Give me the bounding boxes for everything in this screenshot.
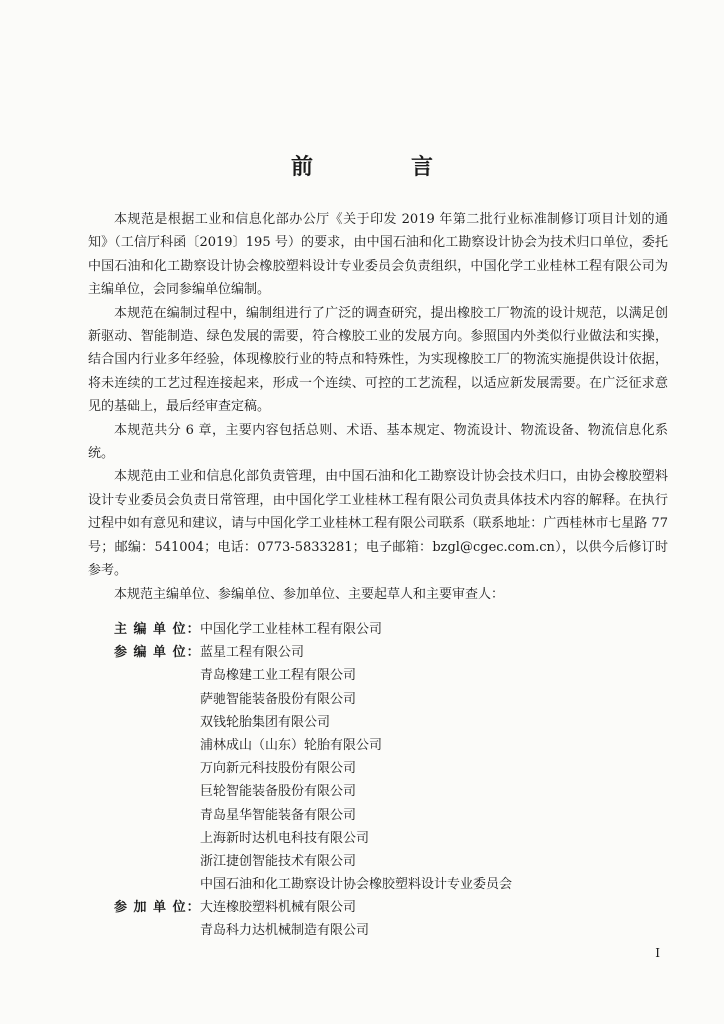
chief-editor-label: 主 编 单 位： [114, 622, 201, 637]
participating-editor-name: 浦林成山（山东）轮胎有限公司 [200, 737, 383, 753]
participating-editor-row [88, 850, 668, 873]
participating-editor-row [88, 757, 668, 780]
paragraph-1: 本规范是根据工业和信息化部办公厅《关于印发 2019 年第二批行业标准制修订项目计划的通知》（工信厅科函〔2019〕195 号）的要求，由中国石油和化工勘察设计协会为技术归口单位，委托中国石油和化工勘察设计协会橡胶塑料设计专业委员会负责组织，中国化学工业桂林工程有限公司为主编单位，会同参编单位编制。 [88, 212, 668, 298]
paragraph-3: 本规范共分 6 章，主要内容包括总则、术语、基本规定、物流设计、物流设备、物流信息化系统。 [88, 422, 668, 462]
participants-label: 参 加 单 位： [114, 900, 201, 916]
participating-editor-row [88, 827, 668, 850]
participating-editor-name: 浙江捷创智能技术有限公司 [200, 853, 357, 869]
participant-row [88, 919, 668, 942]
chief-editor-row [88, 618, 668, 641]
chief-editor-name: 中国化学工业桂林工程有限公司 [200, 622, 383, 637]
participating-editor-name: 万向新元科技股份有限公司 [200, 761, 357, 777]
participant-name: 大连橡胶塑料机械有限公司 [200, 900, 357, 916]
participating-editor-row [88, 804, 668, 827]
participant-row [88, 896, 668, 919]
participating-editor-name: 青岛星华智能装备有限公司 [200, 807, 357, 823]
participating-editor-name: 中国石油和化工勘察设计协会橡胶塑料设计专业委员会 [200, 877, 513, 893]
participating-editor-name: 巨轮智能装备股份有限公司 [200, 784, 357, 800]
participating-editor-name: 双钱轮胎集团有限公司 [200, 714, 331, 730]
paragraph-4: 本规范由工业和信息化部负责管理，由中国石油和化工勘察设计协会技术归口，由协会橡胶塑料设计专业委员会负责日常管理，由中国化学工业桂林工程有限公司负责具体技术内容的解释。在执行过程中如有意见和建议，请与中国化学工业桂林工程有限公司联系（联系地址：广西桂林市七星路 77 号；邮编：541004；电话：0773-5833281；电子邮箱：bzgl@cgec.com.cn），以供今后修订时参考。 [88, 469, 668, 579]
participating-editor-name: 青岛橡建工业工程有限公司 [200, 668, 357, 684]
participating-editor-row [88, 688, 668, 711]
participating-editor-row [88, 711, 668, 734]
participating-editor-name: 上海新时达机电科技有限公司 [200, 830, 370, 846]
paragraph-5: 本规范主编单位、参编单位、参加单位、主要起草人和主要审查人： [114, 586, 505, 602]
participating-editor-row [88, 873, 668, 896]
page-title: 前 言 [290, 154, 471, 180]
participant-name: 青岛科力达机械制造有限公司 [200, 923, 370, 939]
organization-list [88, 618, 668, 943]
participating-editor-row [88, 734, 668, 757]
participating-editor-row [88, 641, 668, 664]
preface-body [88, 208, 668, 606]
paragraph-2: 本规范在编制过程中，编制组进行了广泛的调查研究，提出橡胶工厂物流的设计规范，以满足创新驱动、智能制造、绿色发展的需要，符合橡胶工业的发展方向。参照国内外类似行业做法和实操，结合国内行业多年经验，体现橡胶行业的特点和特殊性，为实现橡胶工厂的物流实施提供设计依据，将未连续的工艺过程连接起来，形成一个连续、可控的工艺流程，以适应新发展需要。在广泛征求意见的基础上，最后经审查定稿。 [88, 305, 668, 415]
participating-editor-name: 萨驰智能装备股份有限公司 [200, 691, 357, 707]
participating-editor-row [88, 664, 668, 687]
page-number: I [655, 946, 660, 960]
participating-editor-row [88, 780, 668, 803]
participating-editor-name: 蓝星工程有限公司 [200, 645, 305, 661]
participating-editors-label: 参 编 单 位： [114, 645, 201, 661]
